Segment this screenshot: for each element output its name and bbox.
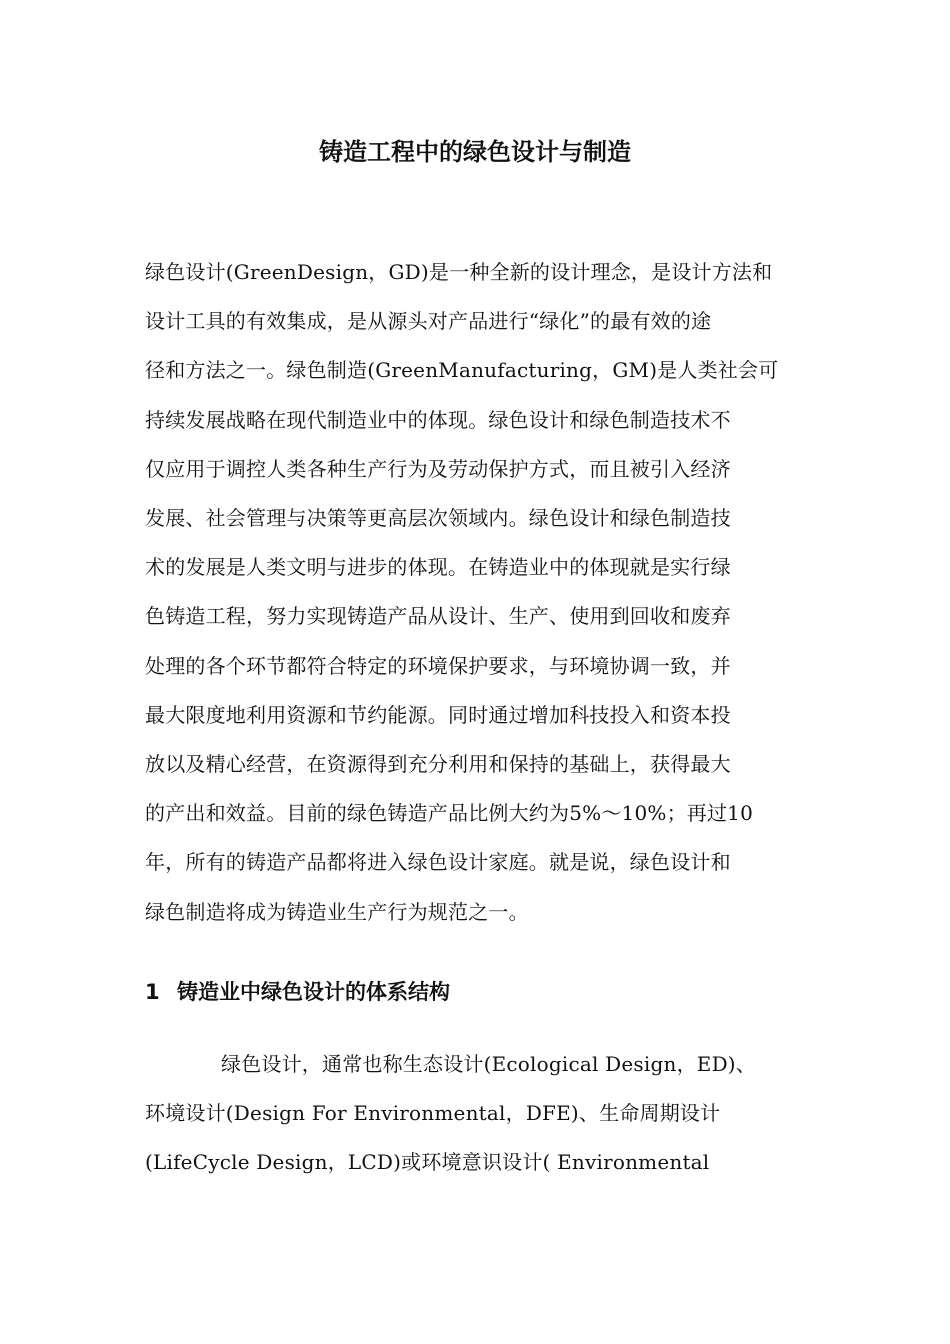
paragraph-line: 处理的各个环节都符合特定的环境保护要求，与环境协调一致，并 (145, 653, 731, 678)
paragraph-line: 持续发展战略在现代制造业中的体现。绿色设计和绿色制造技术不 (145, 407, 731, 432)
section-number: 1 (145, 980, 160, 1004)
paragraph-line: 术的发展是人类文明与进步的体现。在铸造业中的体现就是实行绿 (145, 555, 731, 580)
section-heading-text: 铸造业中绿色设计的体系结构 (177, 980, 450, 1004)
paragraph-line: 径和方法之一。绿色制造(GreenManufacturing，GM)是人类社会可 (145, 358, 779, 383)
paragraph-line: 最大限度地利用资源和节约能源。同时通过增加科技投入和资本投 (145, 702, 731, 727)
paragraph-line: 环境设计(Design For Environmental，DFE)、生命周期设计 (145, 1101, 721, 1126)
paragraph-line: 年，所有的铸造产品都将进入绿色设计家庭。就是说，绿色设计和 (145, 850, 731, 875)
paragraph-line: 绿色制造将成为铸造业生产行为规范之一。 (145, 899, 529, 924)
intro-paragraph (145, 248, 805, 937)
section-heading (145, 968, 450, 1016)
paragraph-line: (LifeCycle Design，LCD)或环境意识设计( Environmental (145, 1150, 710, 1175)
paragraph-line: 设计工具的有效集成，是从源头对产品进行“绿化”的最有效的途 (145, 309, 712, 334)
paragraph-line: 放以及精心经营，在资源得到充分利用和保持的基础上，获得最大 (145, 752, 731, 777)
paragraph-line: 的产出和效益。目前的绿色铸造产品比例大约为5%～10%；再过10 (145, 801, 754, 826)
paragraph-line: 仅应用于调控人类各种生产行为及劳动保护方式，而且被引入经济 (145, 456, 731, 481)
document-title: 铸造工程中的绿色设计与制造 (319, 138, 631, 166)
paragraph-line: 绿色设计(GreenDesign，GD)是一种全新的设计理念，是设计方法和 (145, 260, 773, 284)
paragraph-line: 绿色设计，通常也称生态设计(Ecological Design，ED)、 (221, 1052, 757, 1076)
paragraph-line: 发展、社会管理与决策等更高层次领域内。绿色设计和绿色制造技 (145, 506, 731, 531)
paragraph-line: 色铸造工程，努力实现铸造产品从设计、生产、使用到回收和废弃 (145, 604, 731, 629)
section-paragraph (145, 1040, 805, 1188)
